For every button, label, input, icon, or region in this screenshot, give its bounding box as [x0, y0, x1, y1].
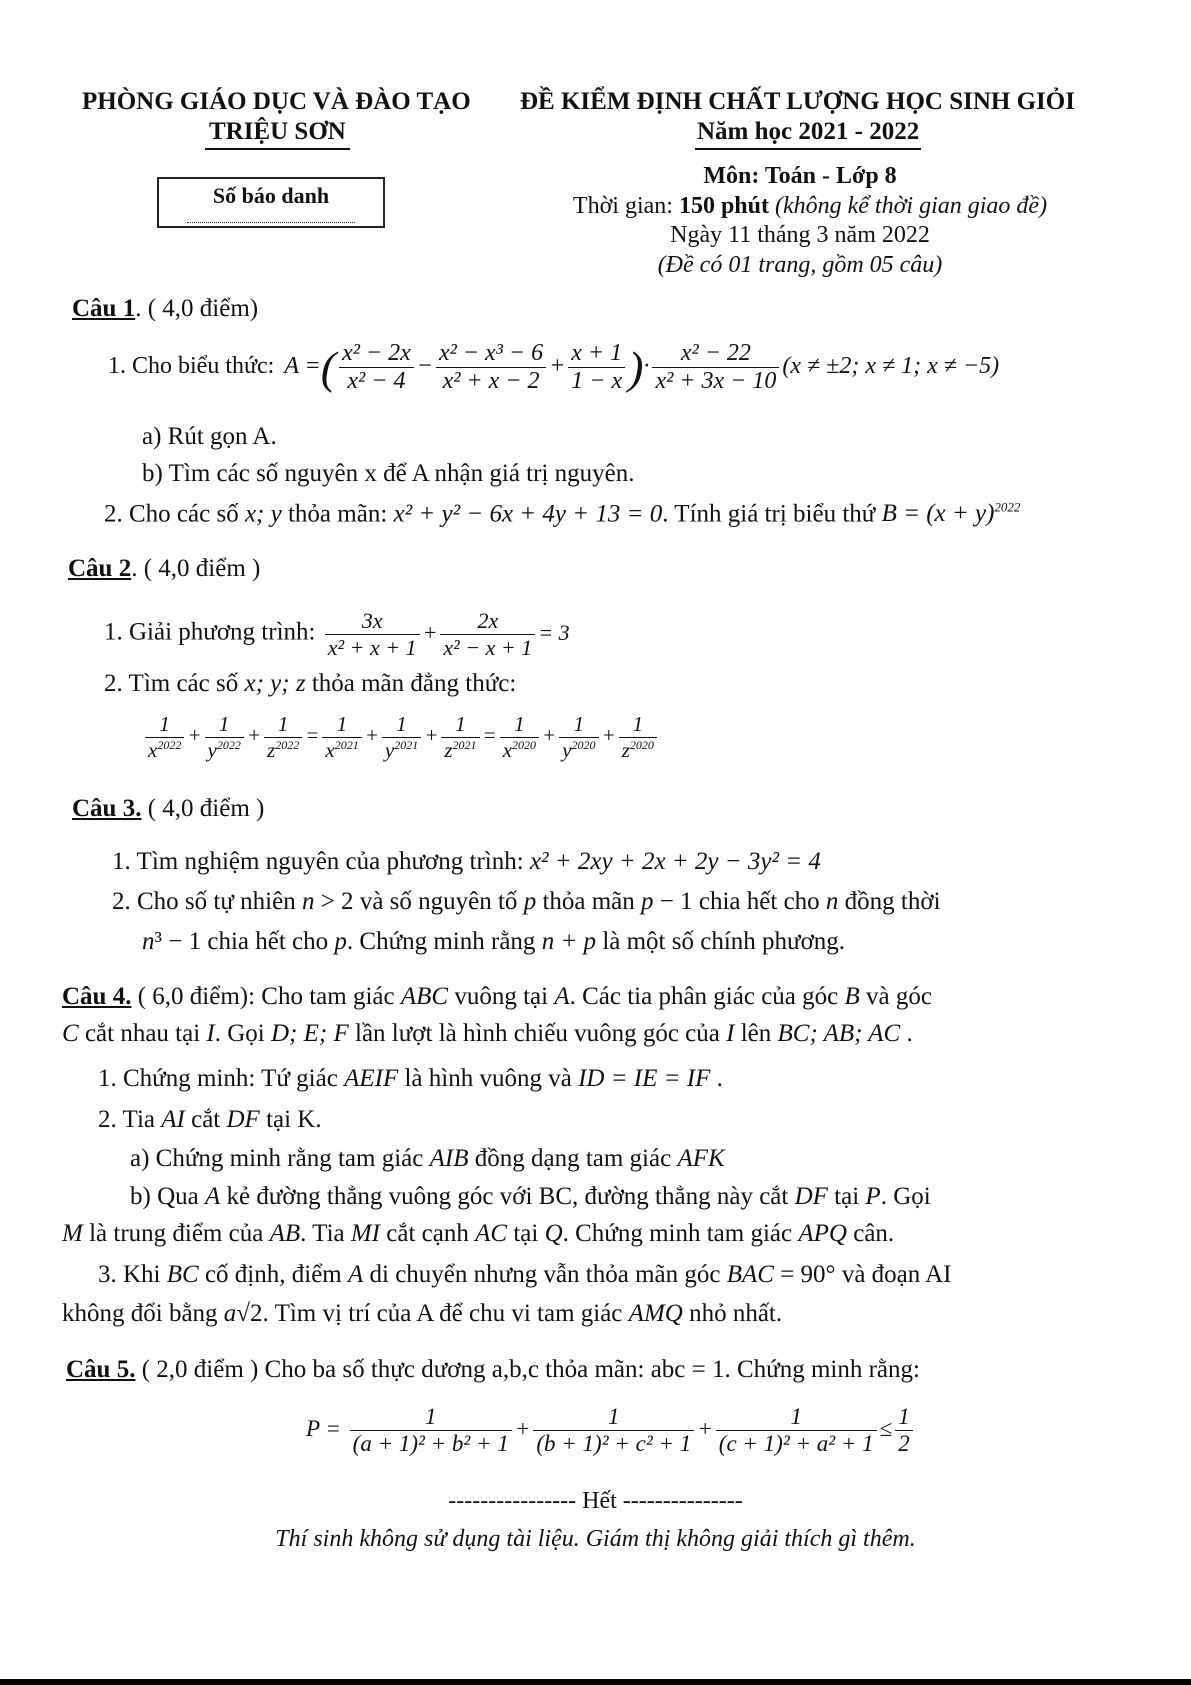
cau3-p2-c: thỏa mãn	[542, 888, 635, 915]
cau4-intro-e: cắt nhau tại	[84, 1020, 201, 1047]
cau1-expression	[108, 340, 999, 395]
cau3-p2-e: đồng thời	[844, 888, 941, 915]
cau3-label: Câu 3.	[72, 795, 142, 822]
cau3-p2: 2. Cho số tự nhiên n > 2 và số nguyên tố p thỏa mãn p − 1 chia hết cho n đồng thời	[112, 888, 941, 915]
cau5-label: Câu 5.	[66, 1356, 136, 1383]
cau4-p2-c: tại K.	[266, 1106, 322, 1133]
cau4-p3-g: nhỏ nhất.	[689, 1300, 783, 1327]
cau1-p2-a: 2. Cho các số	[104, 500, 239, 528]
cau2-label: Câu 2	[68, 555, 132, 582]
cau4-p2a: a) Chứng minh rằng tam giác AIB đồng dạng tam giác AFK	[130, 1145, 725, 1172]
formula-cau1-2: x² + y² − 6x + 4y + 13 = 0	[393, 500, 663, 528]
cau2-p1-label: 1. Giải phương trình:	[104, 618, 316, 646]
exam-title: ĐỀ KIỂM ĐỊNH CHẤT LƯỢNG HỌC SINH GIỎI	[520, 88, 1075, 115]
time-value: 150 phút	[678, 193, 769, 219]
footer-note: Thí sinh không sử dụng tài liệu. Giám thị không giải thích gì thêm.	[275, 1526, 916, 1552]
cau1-p1b: b) Tìm các số nguyên x để A nhận giá trị nguyên.	[142, 460, 635, 487]
cau1-p2: 2. Cho các số x; y thỏa mãn: x² + y² − 6x + 4y + 13 = 0. Tính giá trị biểu thứ $B = (x + y)^{2022}$	[104, 500, 1021, 528]
cau3-p2-a: 2. Cho số tự nhiên	[112, 888, 296, 915]
cau2-p2-b: thỏa mãn đẳng thức:	[311, 670, 517, 697]
cau4-p2b: b) Qua A kẻ đường thẳng vuông góc với BC, đường thẳng này cắt DF tại P. Gọi	[130, 1183, 931, 1210]
cau4-p2-b: cắt	[191, 1106, 221, 1133]
cau4-p2-a: 2. Tia	[98, 1106, 155, 1133]
cau4-p3-a: 3. Khi	[98, 1261, 161, 1288]
cau4-p1-a: 1. Chứng minh: Tứ giác	[98, 1065, 338, 1092]
cau1-points: . ( 4,0 điểm)	[135, 295, 259, 322]
cau4-p3-b: cố định, điểm	[204, 1261, 342, 1288]
cau3-p2-b: và số nguyên tố	[359, 888, 518, 915]
cau3-points: ( 4,0 điểm )	[141, 795, 265, 822]
formula-B: $B = (x + y)^{2022}$	[881, 500, 1021, 528]
cau1-p2-c: . Tính giá trị biểu thứ	[662, 500, 876, 528]
cau4-intro-c: . Các tia phân giác của góc	[569, 983, 839, 1010]
time-label: Thời gian:	[572, 193, 679, 219]
time-note: (không kể thời gian giao đề)	[774, 193, 1048, 219]
department-name: PHÒNG GIÁO DỤC VÀ ĐÀO TẠO	[82, 88, 471, 115]
cau1-p2-b: thỏa mãn:	[287, 500, 388, 528]
cau2-p2: 2. Tìm các số x; y; z thỏa mãn đẳng thức:	[104, 670, 517, 697]
cau4-p2b-d: . Gọi	[880, 1183, 931, 1210]
cau4-label: Câu 4.	[62, 983, 132, 1010]
cau3-p1-text: 1. Tìm nghiệm nguyên của phương trình:	[112, 848, 524, 875]
cau4-intro-f: . Gọi	[214, 1020, 265, 1047]
cau4-p2b-j: cân.	[853, 1220, 895, 1247]
formula-cau2-2: $\frac{1}{x^{2022}}$ + $\frac{1}{y^{2022}}$ + $\frac{1}{z^{2022}}$ = $\frac{1}{x^{2021}}$ + $\frac{1}{y^{2021}}$ + $\frac{1}{z^{2021}}$ = $\frac{1}{x^{2020}}$ + $\frac{1}{y^{2020}}$ + $\frac{1}{z^{2020}}$	[142, 712, 660, 763]
cau4-p2b-cont: M là trung điểm của AB. Tia MI cắt cạnh AC tại Q. Chứng minh tam giác APQ cân.	[62, 1220, 895, 1247]
cau4-p3-c: di chuyển nhưng vẫn thỏa mãn góc	[369, 1261, 721, 1288]
cau3-p2-g: . Chứng minh rằng	[346, 928, 536, 955]
cau4-p2b-a: b) Qua	[130, 1183, 199, 1210]
candidate-number-dotted-line	[187, 222, 355, 223]
cau1-p1-label: 1. Cho biểu thức:	[108, 353, 275, 380]
cau4-p3-f: . Tìm vị trí của A để chu vi tam giác	[262, 1300, 623, 1327]
candidate-number-box	[157, 177, 385, 228]
formula-A: A =( $\frac{\text{x² − 2x}}{\text{x² − 4}}$ − $\frac{\text{x² − x³ − 6}}{\text{x² + x − 2}}$ + $\frac{x + 1}{1 - x}$ )· $\frac{\text{x² − 22}}{\text{x² + 3x − 10}}$ (x ≠ ±2; x ≠ 1; x ≠ −5)	[284, 340, 1000, 394]
cau3-p1	[112, 848, 821, 876]
cau1-p1a: a) Rút gọn A.	[142, 423, 277, 450]
cau3-p2-cont: n³ − 1 chia hết cho p. Chứng minh rằng n + p là một số chính phương.	[142, 928, 846, 955]
cau4-p2a-b: đồng dạng tam giác	[474, 1145, 672, 1172]
cau4-p2b-e: là trung điểm của	[89, 1220, 264, 1247]
cau4-p2: 2. Tia AI cắt DF tại K.	[98, 1106, 322, 1133]
cau3-p2-d: chia hết cho	[698, 888, 820, 915]
cau4-intro-b: vuông tại	[454, 983, 549, 1010]
formula-P: P = $\frac{1}{\text{(a + 1)² + b² + 1}}$ + $\frac{1}{\text{(b + 1)² + c² + 1}}$ + $\frac{1}{\text{(c + 1)² + a² + 1}}$ ≤ $\frac{1}{2}$	[306, 1404, 916, 1457]
formula-cau3-1: x² + 2xy + 2x + 2y − 3y² = 4	[529, 848, 821, 875]
cau3-heading	[72, 795, 264, 823]
cau4-p3-cont: không đổi bằng a√2. Tìm vị trí của A để chu vi tam giác AMQ nhỏ nhất.	[62, 1300, 783, 1327]
cau1-label: Câu 1	[72, 295, 136, 322]
cau4-p2b-h: tại	[513, 1220, 539, 1247]
cau4-intro: Câu 4. ( 6,0 điểm): Cho tam giác ABC vuông tại A. Các tia phân giác của góc B và góc	[62, 983, 932, 1010]
cau3-p2-f: chia hết cho	[207, 928, 329, 955]
exam-time	[540, 193, 1080, 220]
cau3-p2-h: là một số chính phương.	[602, 928, 846, 955]
school-year: Năm học 2021 - 2022	[695, 118, 921, 150]
pages-note: (Đề có 01 trang, gồm 05 câu)	[657, 252, 943, 278]
cau2-points: . ( 4,0 điểm )	[131, 555, 261, 582]
cau5-intro-text: ( 2,0 điểm ) Cho ba số thực dương a,b,c thỏa mãn: abc = 1. Chứng minh rằng:	[135, 1356, 920, 1383]
cau4-intro-cont: C cắt nhau tại I. Gọi D; E; F lần lượt là hình chiếu vuông góc của I lên BC; AB; AC .	[62, 1020, 913, 1047]
cau2-p1	[104, 608, 570, 661]
cau4-p2b-f: . Tia	[300, 1220, 345, 1247]
cau2-heading	[68, 555, 260, 583]
end-marker: ---------------- Hết ---------------	[448, 1488, 743, 1514]
formula-cau2-1: $\frac{3x}{\text{x² + x + 1}}$ + $\frac{2x}{\text{x² − x + 1}}$ = 3	[322, 620, 570, 645]
cau2-p2-a: 2. Tìm các số	[104, 670, 239, 697]
exam-date: Ngày 11 tháng 3 năm 2022	[670, 222, 930, 248]
cau4-p3-e: không đổi bằng	[62, 1300, 218, 1327]
exam-subject: Môn: Toán - Lớp 8	[703, 163, 897, 189]
cau4-p2b-c: tại	[834, 1183, 860, 1210]
cau4-intro-g: lần lượt là hình chiếu vuông góc của	[355, 1020, 720, 1047]
cau4-p1-b: là hình vuông và	[404, 1065, 572, 1092]
candidate-number-label: Số báo danh	[212, 183, 330, 208]
cau4-intro-a: ( 6,0 điểm): Cho tam giác	[131, 983, 395, 1010]
cau4-p2b-i: . Chứng minh tam giác	[562, 1220, 793, 1247]
cau4-p1: 1. Chứng minh: Tứ giác AEIF là hình vuông và ID = IE = IF .	[98, 1065, 723, 1092]
district-name: TRIỆU SƠN	[205, 118, 350, 150]
cau1-heading	[72, 295, 258, 323]
cau4-p2b-b: kẻ đường thẳng vuông góc với BC, đường thẳng này cắt	[226, 1183, 789, 1210]
cau4-intro-d: và góc	[866, 983, 932, 1010]
cau4-p3: 3. Khi BC cố định, điểm A di chuyển nhưng vẫn thỏa mãn góc BAC = 90° và đoạn AI	[98, 1261, 952, 1288]
cau4-p2a-a: a) Chứng minh rằng tam giác	[130, 1145, 424, 1172]
cau4-p2b-g: cắt cạnh	[386, 1220, 469, 1247]
cau5-intro	[66, 1356, 920, 1384]
cau4-intro-h: lên	[740, 1020, 772, 1047]
scan-bottom-edge	[0, 1679, 1191, 1685]
cau4-p3-d: và đoạn AI	[841, 1261, 952, 1288]
